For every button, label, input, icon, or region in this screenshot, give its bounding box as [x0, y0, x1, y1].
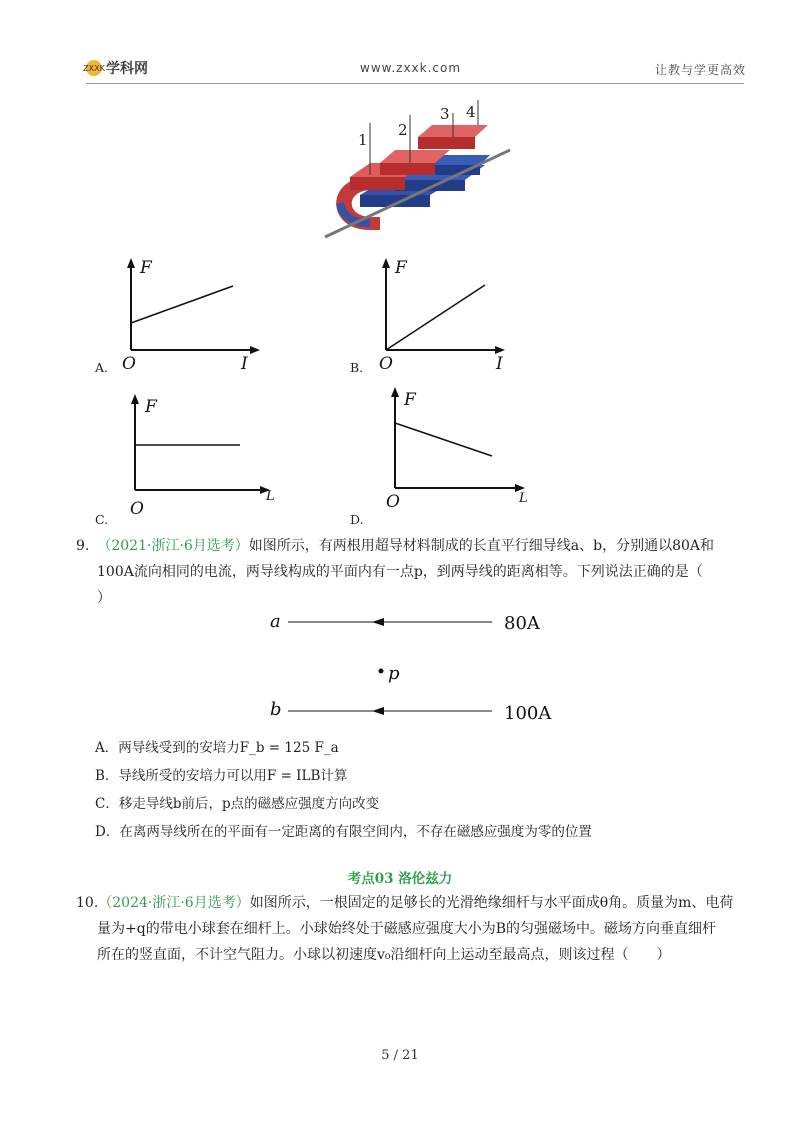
- section-title: 考点03 洛伦兹力: [347, 871, 453, 887]
- q9-source: （2021·浙江·6月选考）: [97, 538, 249, 554]
- graph-a: [110, 255, 270, 375]
- option-c-label: C.: [95, 512, 109, 527]
- wire-a-current: 80A: [504, 613, 540, 634]
- q9-options: [95, 734, 745, 846]
- graph-b-xlabel: I: [496, 354, 503, 374]
- option-a-label: A.: [95, 360, 109, 375]
- wire-b-current: 100A: [504, 703, 552, 724]
- graph-d-line: [395, 423, 492, 456]
- lead-label-3: 3: [440, 105, 450, 123]
- question-10: [76, 890, 756, 968]
- graph-b-ylabel: F: [395, 258, 407, 278]
- lead-label-1: 1: [358, 131, 368, 149]
- q10-line3: 所在的竖直面，不计空气阻力。小球以初速度v₀沿细杆向上运动至最高点，则该过程（ ）: [97, 947, 671, 963]
- graph-a-origin: O: [122, 354, 136, 374]
- wire-a-label: a: [270, 611, 281, 632]
- wire-b-label: b: [270, 699, 282, 720]
- logo-badge-icon: ZXXK: [86, 60, 102, 76]
- wire-b-arrow-icon: [372, 707, 384, 715]
- question-9: [76, 533, 746, 611]
- graph-a-ylabel: F: [140, 258, 152, 278]
- q9-option-c[interactable]: C．移走导线b前后，p点的磁感应强度方向改变: [95, 796, 380, 812]
- graph-a-xlabel: I: [241, 354, 248, 374]
- header-slogan: 让教与学更高效: [655, 63, 747, 77]
- q10-source: （2024·浙江·6月选考）: [98, 895, 250, 911]
- graph-b-origin: O: [379, 354, 393, 374]
- q9-option-b[interactable]: B．导线所受的安培力可以用F = ILB计算: [95, 768, 348, 784]
- wires-figure: [260, 605, 570, 730]
- q9-number: 9.: [76, 538, 90, 554]
- graph-d: [370, 385, 540, 515]
- graph-b-line: [386, 285, 485, 350]
- header-logo: [83, 58, 148, 78]
- lead-label-4: 4: [466, 103, 476, 121]
- q9-line1: 如图所示，有两根用超导材料制成的长直平行细导线a、b，分别通以80A和: [248, 538, 715, 554]
- option-d-label: D.: [350, 512, 364, 527]
- graph-d-ylabel: F: [404, 390, 416, 410]
- wire-a-arrow-icon: [372, 618, 384, 626]
- page-number: 5 / 21: [381, 1048, 419, 1063]
- graph-c-origin: O: [130, 499, 144, 519]
- q10-line1: 如图所示，一根固定的足够长的光滑绝缘细杆与水平面成θ角。质量为m、电荷: [249, 895, 734, 911]
- graph-c: [110, 390, 280, 520]
- q9-option-d[interactable]: D．在离两导线所在的平面有一定距离的有限空间内，不存在磁感应强度为零的位置: [95, 824, 592, 840]
- point-p-dot: [379, 669, 384, 674]
- q9-line2: 100A流向相同的电流，两导线构成的平面内有一点p，到两导线的距离相等。下列说法正确的是（: [97, 564, 703, 580]
- magnets-figure: [320, 95, 520, 250]
- header-divider: [86, 83, 744, 84]
- graph-d-origin: O: [386, 492, 400, 512]
- lead-label-2: 2: [398, 121, 408, 139]
- graph-c-ylabel: F: [145, 397, 157, 417]
- graph-c-xlabel: L: [266, 489, 275, 504]
- q10-number: 10.: [76, 895, 99, 911]
- graph-a-line: [131, 286, 233, 323]
- q10-line2: 量为+q的带电小球套在细杆上。小球始终处于磁感应强度大小为B的匀强磁场中。磁场方向垂直细杆: [97, 921, 716, 937]
- header-url[interactable]: www.zxxk.com: [360, 61, 462, 75]
- q9-option-a[interactable]: A．两导线受到的安培力F_b = 125 F_a: [95, 740, 339, 756]
- graph-b: [365, 255, 525, 375]
- q9-line3: ）: [97, 590, 111, 606]
- option-b-label: B.: [350, 360, 364, 375]
- graph-d-xlabel: L: [519, 491, 528, 506]
- logo-text: 学科网: [106, 61, 148, 77]
- point-p-label: p: [388, 663, 400, 684]
